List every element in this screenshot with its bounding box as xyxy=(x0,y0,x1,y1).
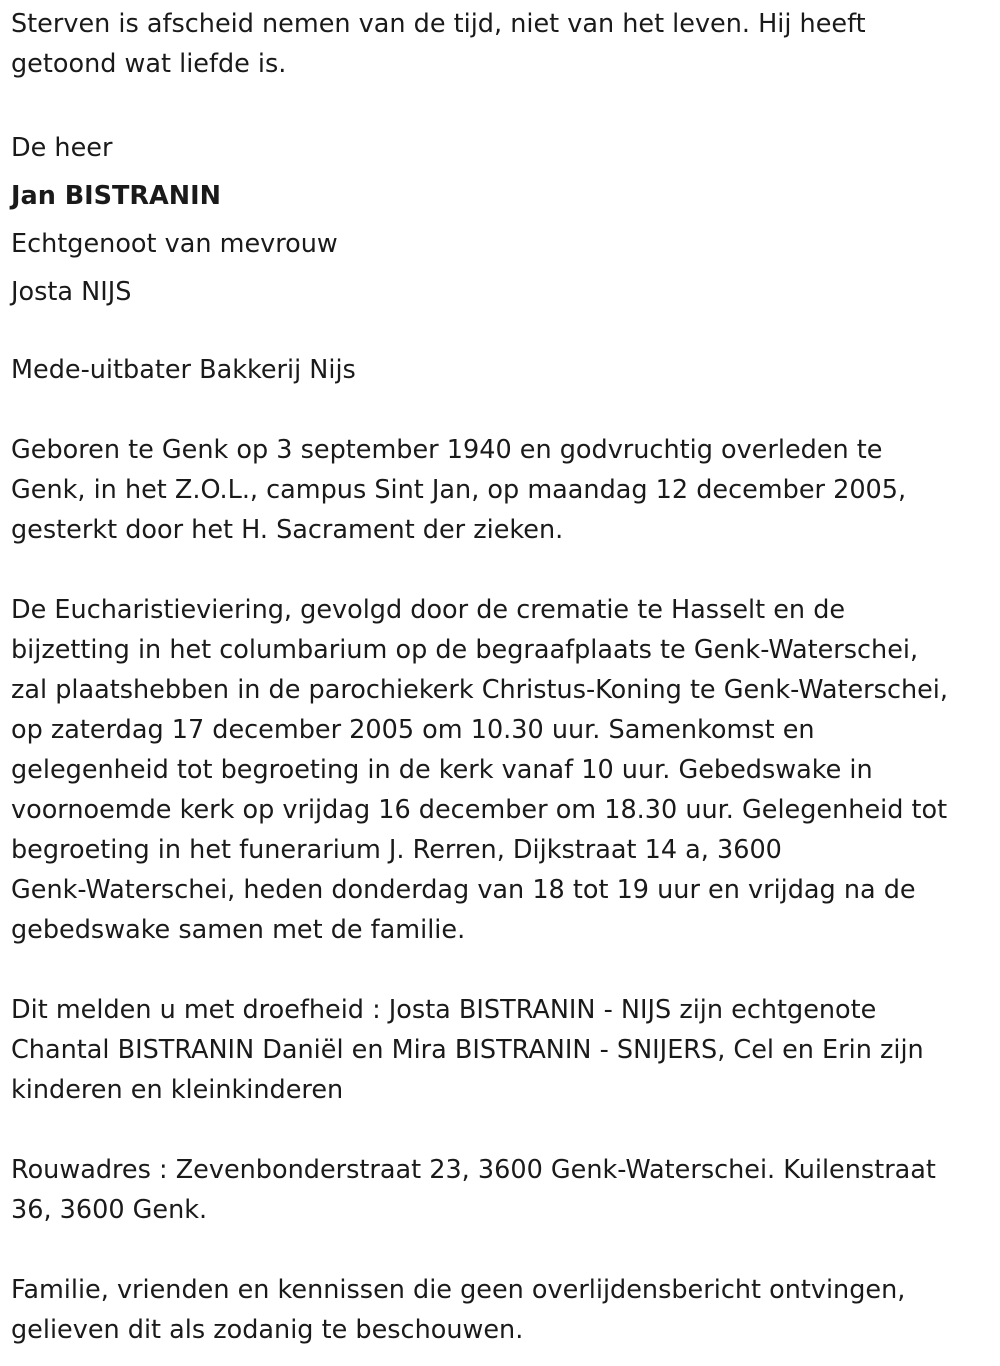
ceremony-line: bijzetting in het columbarium op de begraafplaats te Genk-Waterschei, xyxy=(11,635,919,665)
ceremony-line: begroeting in het funerarium J. Rerren, Dijkstraat 14 a, 3600 xyxy=(11,835,782,865)
spouse-name: Josta NIJS xyxy=(11,277,132,307)
occupation-block xyxy=(11,350,990,390)
ceremony-block xyxy=(11,590,990,950)
birth-death-line: Genk, in het Z.O.L., campus Sint Jan, op maandag 12 december 2005, xyxy=(11,475,907,505)
intro-quote xyxy=(11,4,990,84)
birth-death-line: Geboren te Genk op 3 september 1940 en godvruchtig overleden te xyxy=(11,435,883,465)
address-block xyxy=(11,1150,990,1230)
closing-line: Familie, vrienden en kennissen die geen overlijdensbericht ontvingen, xyxy=(11,1275,906,1305)
deceased-name: Jan BISTRANIN xyxy=(11,181,221,211)
family-line: Dit melden u met droefheid : Josta BISTRANIN - NIJS zijn echtgenote xyxy=(11,995,877,1025)
intro-line: Sterven is afscheid nemen van de tijd, niet van het leven. Hij heeft xyxy=(11,9,866,39)
ceremony-line: gebedswake samen met de familie. xyxy=(11,915,466,945)
salutation: De heer xyxy=(11,133,113,163)
address-line: 36, 3600 Genk. xyxy=(11,1195,208,1225)
closing-block xyxy=(11,1270,990,1350)
ceremony-line: zal plaatshebben in de parochiekerk Christus-Koning te Genk-Waterschei, xyxy=(11,675,949,705)
intro-line: getoond wat liefde is. xyxy=(11,49,287,79)
deceased-block xyxy=(11,124,990,316)
family-block xyxy=(11,990,990,1110)
ceremony-line: voornoemde kerk op vrijdag 16 december om 18.30 uur. Gelegenheid tot xyxy=(11,795,948,825)
ceremony-line: gelegenheid tot begroeting in de kerk vanaf 10 uur. Gebedswake in xyxy=(11,755,873,785)
spouse-label: Echtgenoot van mevrouw xyxy=(11,229,338,259)
birth-death-block xyxy=(11,430,990,550)
birth-death-line: gesterkt door het H. Sacrament der zieken. xyxy=(11,515,564,545)
family-line: kinderen en kleinkinderen xyxy=(11,1075,344,1105)
family-line: Chantal BISTRANIN Daniël en Mira BISTRANIN - SNIJERS, Cel en Erin zijn xyxy=(11,1035,924,1065)
closing-line: gelieven dit als zodanig te beschouwen. xyxy=(11,1315,524,1345)
ceremony-line: De Eucharistieviering, gevolgd door de crematie te Hasselt en de xyxy=(11,595,846,625)
address-line: Rouwadres : Zevenbonderstraat 23, 3600 Genk-Waterschei. Kuilenstraat xyxy=(11,1155,936,1185)
ceremony-line: op zaterdag 17 december 2005 om 10.30 uur. Samenkomst en xyxy=(11,715,815,745)
occupation: Mede-uitbater Bakkerij Nijs xyxy=(11,355,356,385)
ceremony-line: Genk-Waterschei, heden donderdag van 18 tot 19 uur en vrijdag na de xyxy=(11,875,916,905)
